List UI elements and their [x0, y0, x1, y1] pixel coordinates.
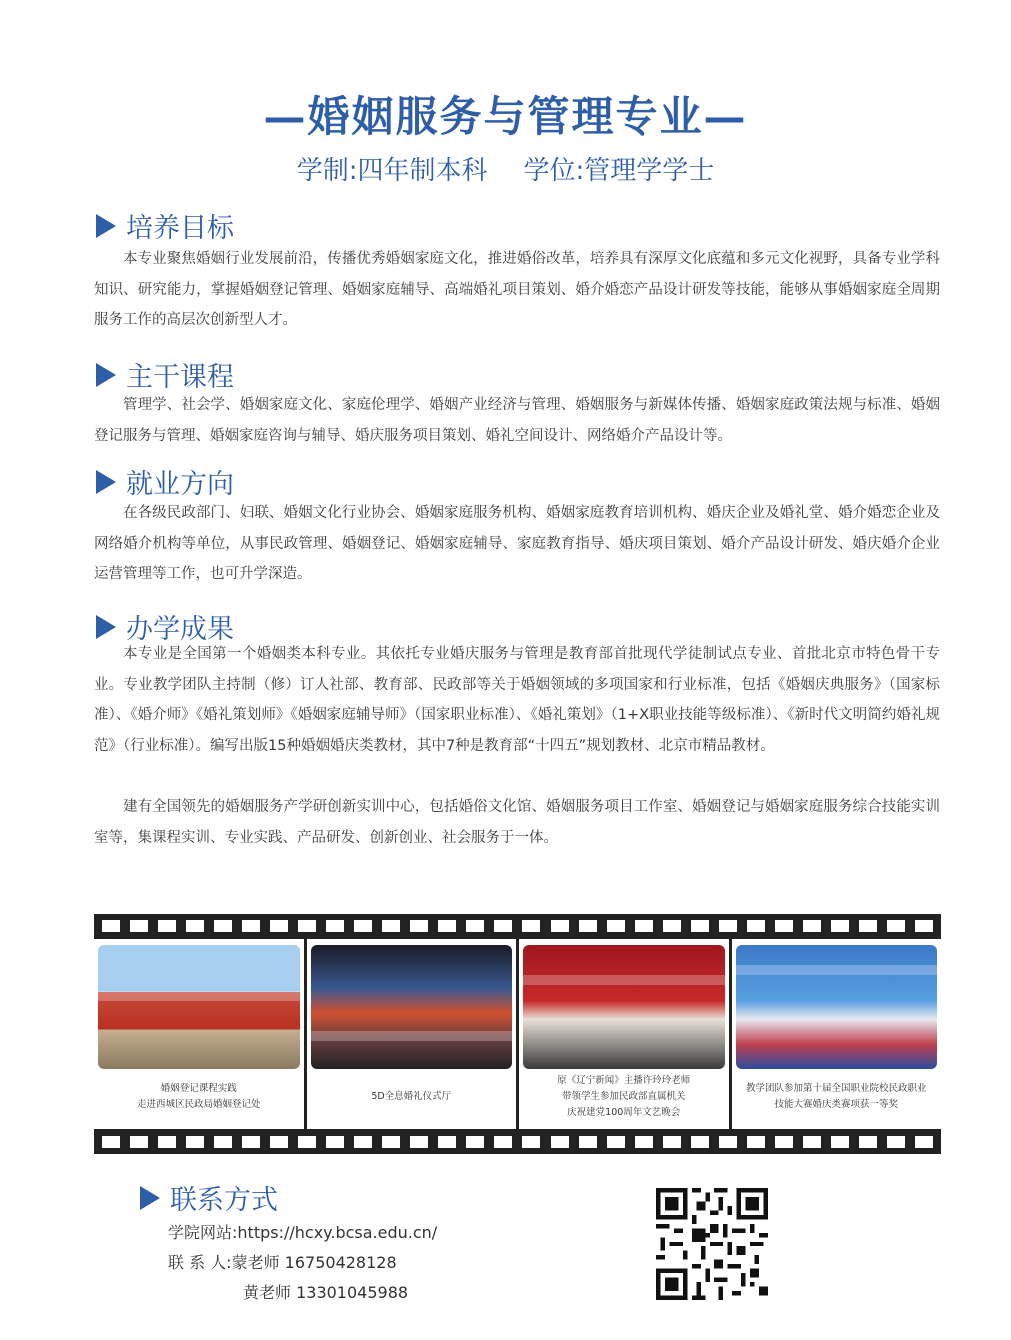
contact-website-row [168, 1220, 437, 1243]
caption-line: 庆祝建党100周年文艺晚会 [567, 1107, 681, 1118]
section-heading-goals [96, 206, 234, 245]
photo-caption [523, 1073, 725, 1121]
program-info [0, 150, 1011, 187]
caption-line: 原《辽宁新闻》主播许玲玲老师 [557, 1075, 691, 1086]
section-heading-label: 就业方向 [126, 469, 234, 500]
caption-line: 婚姻登记课程实践 [160, 1083, 237, 1094]
section-heading-label: 培养目标 [126, 213, 234, 244]
photo-performance [523, 945, 725, 1069]
photo-caption [311, 1073, 513, 1121]
film-perforations-bottom [102, 1135, 933, 1149]
section-heading-careers [96, 462, 234, 501]
section-heading-label: 办学成果 [126, 614, 234, 645]
contact-person-row-2 [243, 1280, 408, 1303]
photo-caption [736, 1073, 938, 1121]
caption-line: 技能大赛婚庆类赛项获一等奖 [774, 1099, 898, 1110]
photo-frame [307, 939, 517, 1129]
photo-film-strip [94, 914, 941, 1154]
triangle-bullet-icon [96, 470, 116, 494]
photo-competition-award [736, 945, 938, 1069]
section-heading-label: 主干课程 [126, 362, 234, 393]
photo-marriage-registration [98, 945, 300, 1069]
film-frames [94, 939, 941, 1129]
caption-line: 5D全息婚礼仪式厅 [371, 1091, 452, 1102]
triangle-bullet-icon [140, 1186, 160, 1210]
photo-frame [519, 939, 729, 1129]
contact-person-1: 蒙老师 16750428128 [231, 1253, 397, 1272]
section-paragraph: 在各级民政部门、妇联、婚姻文化行业协会、婚姻家庭服务机构、婚姻家庭教育培训机构、婚庆企业及婚礼堂、婚介婚恋企业及网络婚介机构等单位，从事民政管理、婚姻登记、婚姻家庭辅导、家庭教育指导、婚庆项目策划、婚介产品设计研发、婚庆婚介企业运营管理等工作，也可升学深造。 [94, 505, 940, 582]
caption-line: 走进西城区民政局婚姻登记处 [136, 1099, 261, 1110]
page-title: —婚姻服务与管理专业— [263, 92, 748, 141]
contact-person-2: 黄老师 13301045988 [243, 1283, 409, 1302]
program-duration: 学制:四年制本科 [296, 156, 488, 186]
section-paragraph: 本专业聚焦婚姻行业发展前沿，传播优秀婚姻家庭文化，推进婚俗改革，培养具有深厚文化底蕴和多元文化视野，具备专业学科知识、研究能力，掌握婚姻登记管理、婚姻家庭辅导、高端婚礼项目策划、婚介婚恋产品设计研发等技能，能够从事婚姻家庭全周期服务工作的高层次创新型人才。 [94, 251, 940, 328]
contact-label: 联 系 人: [168, 1253, 232, 1272]
photo-frame [732, 939, 942, 1129]
photo-caption [98, 1073, 300, 1121]
section-paragraph: 本专业是全国第一个婚姻类本科专业。其依托专业婚庆服务与管理是教育部首批现代学徒制试点专业、首批北京市特色骨干专业。专业教学团队主持制（修）订人社部、教育部、民政部等关于婚姻领域的多项国家和行业标准，包括《婚姻庆典服务》（国家标准）、《婚介师》《婚礼策划师》《婚姻家庭辅导师》（国家职业标准）、《婚礼策划》（1+X职业技能等级标准）、《新时代文明简约婚礼规范》（行业标准）。编写出版15种婚姻婚庆类教材，其中7种是教育部“十四五”规划教材、北京市精品教材。 [94, 646, 940, 754]
triangle-bullet-icon [96, 214, 116, 238]
triangle-bullet-icon [96, 615, 116, 639]
section-paragraph: 管理学、社会学、婚姻家庭文化、家庭伦理学、婚姻产业经济与管理、婚姻服务与新媒体传播、婚姻家庭政策法规与标准、婚姻登记服务与管理、婚姻家庭咨询与辅导、婚庆服务项目策划、婚礼空间设计、网络婚介产品设计等。 [94, 397, 940, 444]
program-degree: 学位:管理学学士 [523, 156, 715, 186]
film-perforations-top [102, 919, 933, 933]
website-link[interactable]: https://hcxy.bcsa.edu.cn/ [237, 1223, 438, 1242]
photo-frame [94, 939, 304, 1129]
section-heading-label: 联系方式 [170, 1185, 278, 1216]
section-paragraph: 建有全国领先的婚姻服务产学研创新实训中心，包括婚俗文化馆、婚姻服务项目工作室、婚姻登记与婚姻家庭服务综合技能实训室等，集课程实训、专业实践、产品研发、创新创业、社会服务于一体。 [94, 799, 940, 846]
photo-5d-hologram-hall [311, 945, 513, 1069]
qr-code-icon[interactable] [656, 1188, 768, 1300]
section-heading-contact [140, 1178, 278, 1217]
section-heading-courses [96, 355, 234, 394]
website-label: 学院网站: [168, 1223, 238, 1242]
triangle-bullet-icon [96, 363, 116, 387]
caption-line: 教学团队参加第十届全国职业院校民政职业 [745, 1083, 927, 1094]
caption-line: 带领学生参加民政部直属机关 [561, 1091, 686, 1102]
contact-person-row [168, 1250, 397, 1273]
